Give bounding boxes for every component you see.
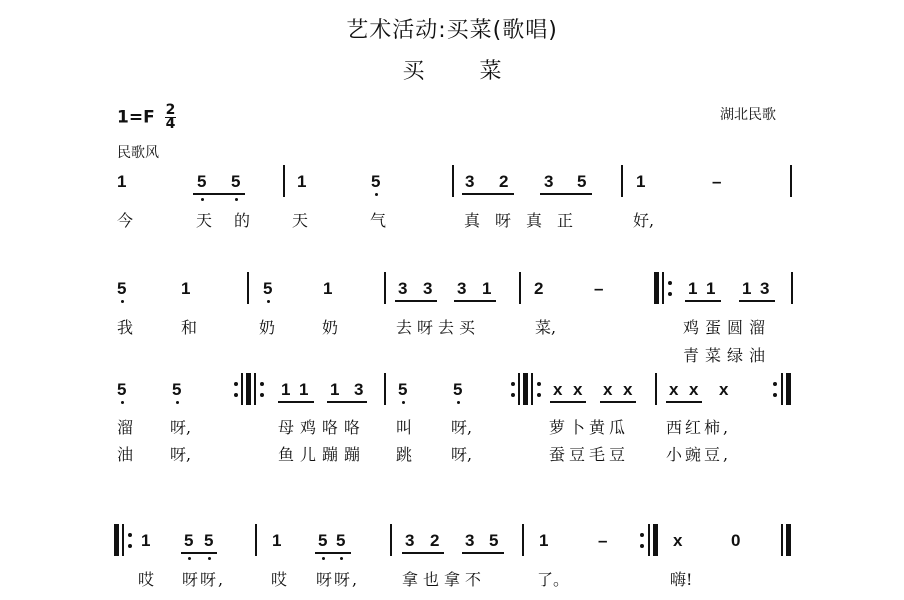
repeat-dot: [640, 533, 644, 537]
note: 1: [688, 279, 698, 298]
repeat-start-thin: [122, 524, 124, 556]
barline: [522, 524, 524, 556]
lyric: 好,: [633, 211, 655, 230]
note: 1: [482, 279, 492, 298]
final-barline-thick: [786, 524, 791, 556]
note: 5: [453, 380, 463, 399]
note: 5: [263, 279, 273, 298]
low-octave-dot: [457, 401, 460, 404]
beam: [193, 193, 245, 195]
lyric: 跳: [396, 445, 413, 464]
note: 5: [117, 279, 127, 298]
note: 3: [465, 531, 475, 550]
note: 3: [354, 380, 364, 399]
lyric: 拿也拿不: [402, 570, 487, 589]
note: 1: [299, 380, 309, 399]
note: x: [603, 380, 613, 399]
note: 5: [318, 531, 328, 550]
note: 5: [117, 380, 127, 399]
note: 3: [457, 279, 467, 298]
beam: [454, 300, 496, 302]
repeat-dot: [511, 393, 515, 397]
repeat-dot: [773, 382, 777, 386]
note: 5: [489, 531, 499, 550]
note: 3: [423, 279, 433, 298]
lyric: 青菜绿油: [683, 346, 772, 365]
lyric: 蚕豆毛豆: [549, 445, 630, 464]
beam: [402, 552, 444, 554]
note: x: [553, 380, 563, 399]
barline: [452, 165, 454, 197]
lyric: 呀呀,: [182, 570, 226, 589]
lyric: 我: [117, 318, 134, 337]
key-signature: [117, 104, 176, 131]
beam: [315, 552, 351, 554]
low-octave-dot: [121, 300, 124, 303]
lyric: 菜,: [535, 318, 557, 337]
note: 1: [117, 172, 127, 191]
low-octave-dot: [201, 198, 204, 201]
low-octave-dot: [402, 401, 405, 404]
note: –: [712, 172, 722, 191]
lyric: 嗨!: [670, 570, 693, 589]
repeat-end-thin: [241, 373, 243, 405]
repeat-dot: [234, 382, 238, 386]
song-title: 买 菜: [402, 59, 526, 84]
repeat-end-thin: [648, 524, 650, 556]
low-octave-dot: [375, 193, 378, 196]
source-label: 湖北民歌: [720, 107, 776, 123]
note: 2: [499, 172, 509, 191]
repeat-start-thin: [531, 373, 533, 405]
note: 5: [336, 531, 346, 550]
note: 3: [544, 172, 554, 191]
note: 3: [405, 531, 415, 550]
repeat-start-thick: [654, 272, 659, 304]
lyric: 奶: [259, 318, 276, 337]
repeat-dot: [234, 393, 238, 397]
beam: [327, 401, 367, 403]
note: 5: [231, 172, 241, 191]
note: 2: [534, 279, 544, 298]
repeat-end-thin: [518, 373, 520, 405]
note: x: [719, 380, 729, 399]
lyric: 哎: [138, 570, 155, 589]
barline: [390, 524, 392, 556]
repeat-dot: [668, 292, 672, 296]
low-octave-dot: [235, 198, 238, 201]
lyric: 溜: [117, 418, 134, 437]
barline: [255, 524, 257, 556]
lyric: 呀,: [451, 445, 473, 464]
time-sig-denominator: 4: [165, 116, 176, 132]
note: 3: [465, 172, 475, 191]
beam: [666, 401, 702, 403]
repeat-thick: [523, 373, 528, 405]
repeat-dot: [260, 393, 264, 397]
repeat-dot: [128, 544, 132, 548]
page-title: 艺术活动:买菜(歌唱): [346, 18, 558, 43]
lyric: 小豌豆,: [666, 445, 732, 464]
repeat-dot: [260, 382, 264, 386]
note: 1: [742, 279, 752, 298]
note: –: [594, 279, 604, 298]
repeat-start-thin: [662, 272, 664, 304]
beam: [540, 193, 592, 195]
note: 1: [181, 279, 191, 298]
repeat-end-thick: [653, 524, 658, 556]
barline: [283, 165, 285, 197]
barline: [791, 272, 793, 304]
low-octave-dot: [208, 557, 211, 560]
note: x: [623, 380, 633, 399]
note: 1: [323, 279, 333, 298]
note: 1: [281, 380, 291, 399]
note: x: [573, 380, 583, 399]
beam: [181, 552, 217, 554]
note: 5: [398, 380, 408, 399]
repeat-end-thick: [786, 373, 791, 405]
note: 5: [197, 172, 207, 191]
lyric: 奶: [322, 318, 339, 337]
note: 1: [706, 279, 716, 298]
barline: [384, 272, 386, 304]
lyric: 西红柿,: [666, 418, 732, 437]
note: 1: [636, 172, 646, 191]
lyric: 哎: [271, 570, 288, 589]
beam: [278, 401, 314, 403]
lyric: 天: [292, 211, 309, 230]
beam: [600, 401, 636, 403]
repeat-start-thick: [114, 524, 119, 556]
lyric: 呀呀,: [316, 570, 360, 589]
lyric: 呀,: [170, 418, 192, 437]
key-label: 1=F: [117, 107, 155, 128]
note: 5: [172, 380, 182, 399]
repeat-thick: [246, 373, 251, 405]
lyric: 鱼儿蹦蹦: [278, 445, 367, 464]
repeat-dot: [511, 382, 515, 386]
lyric: 油: [117, 445, 134, 464]
barline: [519, 272, 521, 304]
low-octave-dot: [188, 557, 191, 560]
repeat-start-thin: [254, 373, 256, 405]
note: 1: [330, 380, 340, 399]
lyric: 了。: [537, 570, 570, 589]
lyric: 呀,: [170, 445, 192, 464]
note: 2: [430, 531, 440, 550]
barline: [655, 373, 657, 405]
note: 5: [204, 531, 214, 550]
lyric: 叫: [396, 418, 413, 437]
beam: [462, 552, 504, 554]
style-label: 民歌风: [117, 145, 159, 161]
note: x: [673, 531, 683, 550]
time-sig-numerator: 2: [165, 102, 176, 118]
note: –: [598, 531, 608, 550]
time-signature: [165, 104, 177, 131]
repeat-dot: [640, 544, 644, 548]
final-barline-thin: [781, 524, 783, 556]
note: 3: [760, 279, 770, 298]
note: 1: [539, 531, 549, 550]
beam: [395, 300, 437, 302]
note: x: [669, 380, 679, 399]
lyric: 萝卜黄瓜: [549, 418, 630, 437]
barline: [621, 165, 623, 197]
repeat-end-thin: [781, 373, 783, 405]
low-octave-dot: [176, 401, 179, 404]
low-octave-dot: [340, 557, 343, 560]
note: 1: [141, 531, 151, 550]
low-octave-dot: [267, 300, 270, 303]
repeat-dot: [773, 393, 777, 397]
beam: [550, 401, 586, 403]
note: 5: [371, 172, 381, 191]
lyric: 天的: [196, 211, 273, 230]
beam: [739, 300, 775, 302]
barline: [384, 373, 386, 405]
note: 5: [184, 531, 194, 550]
lyric: 鸡蛋圆溜: [683, 318, 772, 337]
lyric: 和: [181, 318, 198, 337]
lyric: 母鸡咯咯: [278, 418, 367, 437]
repeat-dot: [668, 281, 672, 285]
lyric: 今: [117, 211, 134, 230]
note: 0: [731, 531, 741, 550]
repeat-dot: [537, 382, 541, 386]
note: 5: [577, 172, 587, 191]
lyric: 去呀去买: [396, 318, 481, 337]
beam: [462, 193, 514, 195]
repeat-dot: [537, 393, 541, 397]
low-octave-dot: [322, 557, 325, 560]
lyric: 气: [370, 211, 387, 230]
note: 1: [272, 531, 282, 550]
lyric: 呀,: [451, 418, 473, 437]
note: x: [689, 380, 699, 399]
repeat-dot: [128, 533, 132, 537]
low-octave-dot: [121, 401, 124, 404]
beam: [685, 300, 721, 302]
lyric: 真呀真正: [464, 211, 589, 230]
note: 3: [398, 279, 408, 298]
note: 1: [297, 172, 307, 191]
barline: [247, 272, 249, 304]
barline: [790, 165, 792, 197]
